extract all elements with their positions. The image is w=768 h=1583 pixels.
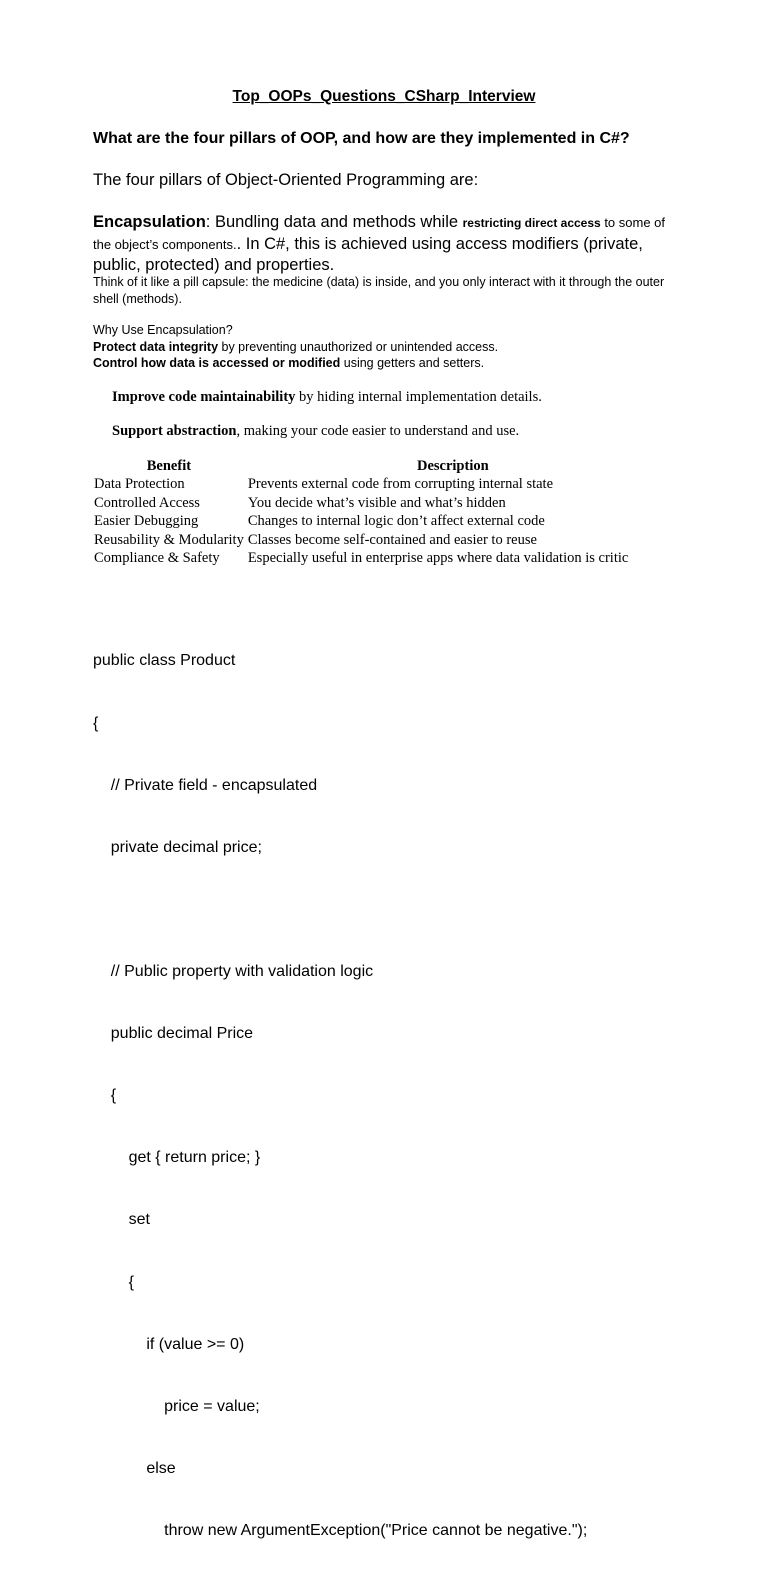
benefit-cell: Reusability & Modularity: [94, 531, 244, 548]
code-line: {: [93, 1087, 117, 1105]
code-line: public decimal Price: [93, 1025, 254, 1043]
encapsulation-def-start: : Bundling data and methods while: [205, 213, 463, 231]
reason-text: , making your code easier to understand and use.: [236, 423, 520, 439]
intro-text: The four pillars of Object-Oriented Programming are:: [93, 171, 479, 189]
table-row: [92, 495, 660, 514]
table-row: [92, 476, 660, 495]
reason-bold: Improve code maintainability: [112, 389, 296, 405]
reason-item: [112, 423, 519, 440]
reason-text: by hiding internal implementation details.: [295, 389, 542, 405]
table-header-row: [92, 457, 660, 476]
document-title: Top_OOPs_Questions_CSharp_Interview: [232, 88, 536, 105]
encapsulation-definition: [93, 212, 673, 276]
table-header-benefit: Benefit: [146, 458, 192, 474]
reason-item: [93, 356, 484, 370]
code-line: private decimal price;: [93, 838, 262, 856]
code-line: // Public property with validation logic: [93, 962, 374, 980]
description-cell: Especially useful in enterprise apps where data validation is critic: [247, 550, 629, 566]
code-line: set: [93, 1211, 150, 1229]
code-line: {: [93, 1273, 134, 1291]
benefit-cell: Compliance & Safety: [94, 550, 220, 566]
reason-text: using getters and setters.: [340, 356, 485, 370]
code-line: if (value >= 0): [93, 1335, 245, 1353]
table-header-description: Description: [416, 458, 489, 474]
code-line: throw new ArgumentException("Price cannot be negative.");: [93, 1521, 588, 1539]
code-line: [93, 900, 587, 921]
reason-bold: Control how data is accessed or modified: [93, 356, 341, 370]
reason-item: [112, 389, 542, 406]
code-line: public class Product: [93, 652, 236, 670]
components-text: to some of the object’s components.: [93, 215, 666, 252]
implementation-text: . In C#, this is achieved using access modifiers (private, public, protected) and properties.: [93, 235, 643, 274]
code-line: else: [93, 1459, 176, 1477]
benefit-cell: Data Protection: [94, 476, 185, 492]
code-line: // Private field - encapsulated: [93, 776, 318, 794]
benefits-table: [92, 457, 660, 569]
code-line: get { return price; }: [93, 1149, 261, 1167]
table-row: [92, 532, 660, 551]
code-line: {: [93, 714, 99, 732]
question-heading: What are the four pillars of OOP, and how are they implemented in C#?: [93, 130, 630, 147]
description-cell: You decide what’s visible and what’s hidden: [247, 494, 506, 511]
encapsulation-term: Encapsulation: [93, 213, 206, 231]
description-cell: Changes to internal logic don’t affect external code: [247, 513, 545, 529]
reason-bold: Support abstraction: [112, 423, 237, 439]
restricting-access-text: restricting direct access: [462, 216, 601, 230]
description-cell: Classes become self-contained and easier to reuse: [247, 531, 537, 548]
why-heading: Why Use Encapsulation?: [93, 323, 233, 337]
benefit-cell: Controlled Access: [94, 494, 200, 511]
code-line: price = value;: [93, 1397, 260, 1415]
description-cell: Prevents external code from corrupting internal state: [247, 476, 554, 492]
reason-item: [93, 340, 498, 354]
reason-text: by preventing unauthorized or unintended access.: [218, 340, 499, 354]
table-row: [92, 550, 660, 569]
table-row: [92, 513, 660, 532]
code-block: [93, 610, 587, 1583]
benefit-cell: Easier Debugging: [94, 513, 199, 529]
reason-bold: Protect data integrity: [93, 340, 219, 354]
analogy-text: Think of it like a pill capsule: the medicine (data) is inside, and you only interact with it through the outer shell (methods).: [93, 275, 665, 306]
